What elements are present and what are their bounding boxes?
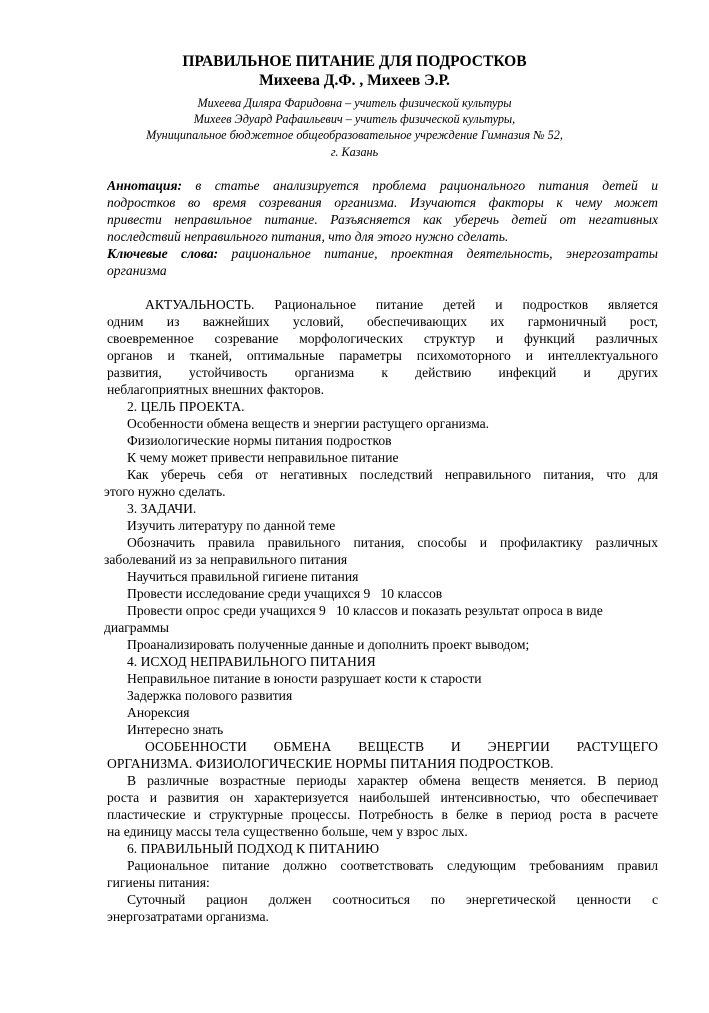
paper-authors: Михеева Д.Ф. , Михеев Э.Р. <box>259 72 450 89</box>
abstract-text: привести неправильное питание. Разъясняется как уберечь детей от негативных <box>107 212 658 227</box>
abstract-text: в статье анализируется проблема рационального питания детей и <box>181 178 658 193</box>
section-heading: 6. ПРАВИЛЬНЫЙ ПОДХОД К ПИТАНИЮ <box>127 841 380 856</box>
paragraph-line: развития, устойчивость организма к действию инфекций и других <box>107 365 658 380</box>
abstract-text: последствий неправильного питания, что для этого нужно сделать. <box>107 229 509 244</box>
list-item: Обозначить правила правильного питания, способы и профилактику различных <box>127 535 658 550</box>
list-item: Интересно знать <box>127 722 224 737</box>
list-item: Анорексия <box>127 705 190 720</box>
list-item: Изучить литературу по данной теме <box>127 518 336 533</box>
paragraph-line: органов и тканей, оптимальные параметры психомоторного и интеллектуального <box>107 348 658 363</box>
list-item: Задержка полового развития <box>127 688 293 703</box>
paragraph-line: на единицу массы тела существенно больше, чем у взрос лых. <box>107 824 468 839</box>
affiliation-line: Михеева Диляра Фаридовна – учитель физической культуры <box>197 96 512 110</box>
section-heading: 2. ЦЕЛЬ ПРОЕКТА. <box>127 399 245 414</box>
paragraph-line: энергозатратами организма. <box>107 909 269 924</box>
list-item: Провести опрос среди учащихся 9 10 классов и показать результат опроса в виде <box>127 603 603 618</box>
keywords-text: организма <box>107 263 167 278</box>
list-item: Как уберечь себя от негативных последствий неправильного питания, что для <box>127 467 658 482</box>
list-item: К чему может привести неправильное питание <box>127 450 399 465</box>
list-item: этого нужно сделать. <box>104 484 226 499</box>
paragraph-line: своевременное созревание морфологических структур и функций различных <box>107 331 658 346</box>
paragraph-line: Рациональное питание должно соответствовать следующим требованиям правил <box>127 858 658 873</box>
abstract <box>107 177 658 279</box>
paragraph-line: неблагоприятных внешних факторов. <box>107 382 325 397</box>
paper-title: ПРАВИЛЬНОЕ ПИТАНИЕ ДЛЯ ПОДРОСТКОВ <box>182 53 527 70</box>
paragraph-line: Суточный рацион должен соотноситься по энергетической ценности с <box>127 892 658 907</box>
list-item: Неправильное питание в юности разрушает кости к старости <box>127 671 482 686</box>
abstract-text: подростков во время созревания организма. Изучаются факторы к чему может <box>107 195 658 210</box>
paragraph-line: АКТУАЛЬНОСТЬ. Рациональное питание детей и подростков является <box>145 297 658 312</box>
section-heading: 3. ЗАДАЧИ. <box>127 501 197 516</box>
paragraph-line: одним из важнейших условий, обеспечивающих их гармоничный рост, <box>107 314 658 329</box>
list-item: Особенности обмена веществ и энергии растущего организма. <box>127 416 490 431</box>
list-item: Провести исследование среди учащихся 9 10 классов <box>127 586 443 601</box>
affiliation-line: Муниципальное бюджетное общеобразовательное учреждение Гимназия № 52, <box>146 128 563 142</box>
keywords-text: рациональное питание, проектная деятельность, энергозатраты <box>218 246 658 261</box>
section-heading: ОСОБЕННОСТИ ОБМЕНА ВЕЩЕСТВ И ЭНЕРГИИ РАСТУЩЕГО <box>145 739 658 754</box>
paragraph-line: В различные возрастные периоды характер обмена веществ меняется. В период <box>127 773 658 788</box>
paragraph-line: роста и развития он характеризуется наибольшей интенсивностью, что обеспечивает <box>107 790 658 805</box>
list-item: Физиологические нормы питания подростков <box>127 433 392 448</box>
keywords-label: Ключевые слова: <box>107 246 219 261</box>
relevance-section <box>104 296 658 925</box>
list-item: Проанализировать полученные данные и дополнить проект выводом; <box>127 637 530 652</box>
affiliation-line: г. Казань <box>330 145 379 159</box>
affiliation-line: Михеев Эдуард Рафаильевич – учитель физической культуры, <box>193 112 516 126</box>
section-heading: ОРГАНИЗМА. ФИЗИОЛОГИЧЕСКИЕ НОРМЫ ПИТАНИЯ ПОДРОСТКОВ. <box>107 756 554 771</box>
section-heading: 4. ИСХОД НЕПРАВИЛЬНОГО ПИТАНИЯ <box>127 654 376 669</box>
list-item: диаграммы <box>104 620 169 635</box>
paragraph-line: гигиены питания: <box>107 875 210 890</box>
list-item: заболеваний из за неправильного питания <box>104 552 348 567</box>
abstract-label: Аннотация: <box>107 178 182 193</box>
paragraph-line: пластические и структурные процессы. Потребность в белке в период роста в расчете <box>107 807 658 822</box>
list-item: Научиться правильной гигиене питания <box>127 569 359 584</box>
